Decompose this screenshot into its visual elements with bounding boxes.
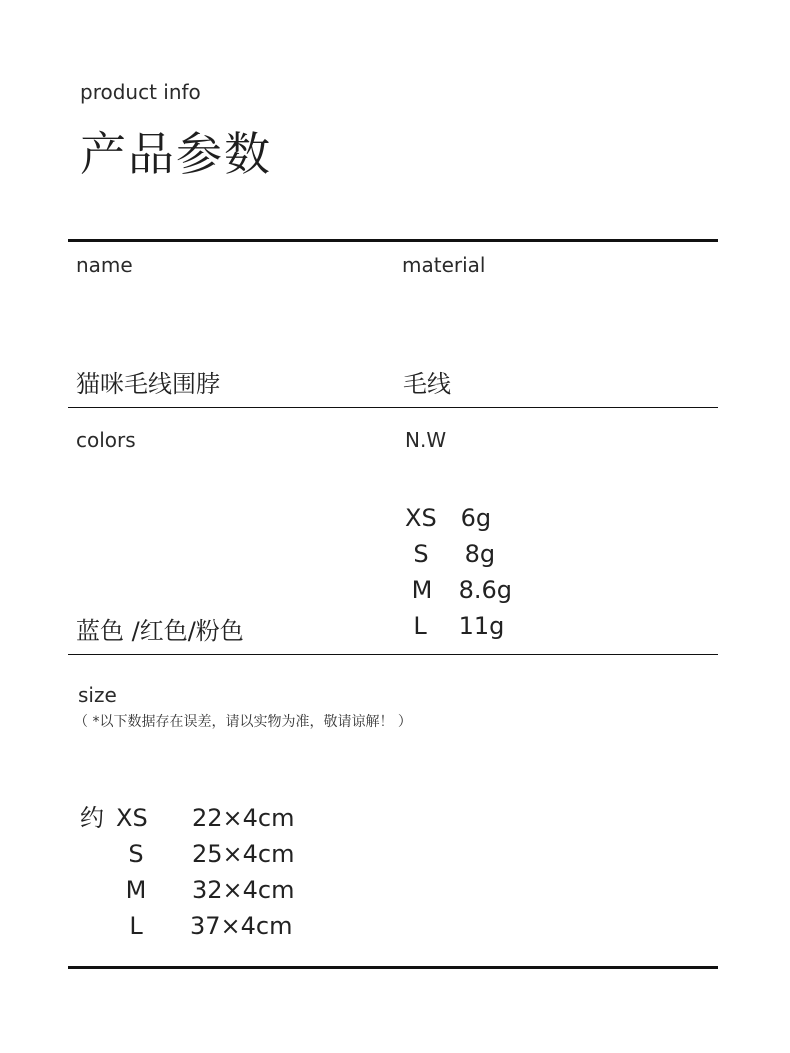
nw-label: N.W xyxy=(405,428,447,452)
size-dims: 32×4cm xyxy=(192,876,295,904)
material-value: 毛线 xyxy=(403,370,451,398)
size-dims: 22×4cm xyxy=(192,804,295,832)
approx-prefix: 约 xyxy=(80,804,104,832)
colors-value: 蓝色 /红色/粉色 xyxy=(76,617,244,645)
weight-size: S xyxy=(413,540,429,568)
weight-row xyxy=(405,608,504,644)
weight-size: L xyxy=(413,612,427,640)
weight-row xyxy=(405,536,495,572)
size-label: size xyxy=(78,683,117,707)
name-label: name xyxy=(76,253,133,277)
size-row xyxy=(80,872,295,908)
material-label: material xyxy=(402,253,486,277)
size-dims: 37×4cm xyxy=(190,912,293,940)
size-row xyxy=(80,800,295,836)
row-divider-1 xyxy=(68,407,718,408)
colors-label: colors xyxy=(76,428,136,452)
size-dims: 25×4cm xyxy=(192,840,295,868)
row-divider-2 xyxy=(68,654,718,655)
weight-value: 11g xyxy=(458,612,505,640)
size-code: L xyxy=(129,912,143,940)
name-value: 猫咪毛线围脖 xyxy=(76,370,220,398)
size-code: S xyxy=(128,840,144,868)
top-divider xyxy=(68,239,718,242)
weight-size: XS xyxy=(405,504,437,532)
weight-value: 6g xyxy=(460,504,492,532)
weight-size: M xyxy=(411,576,433,604)
weight-value: 8.6g xyxy=(458,576,513,604)
size-row xyxy=(80,908,293,944)
page-title: 产品参数 xyxy=(80,127,272,181)
weight-row xyxy=(405,500,491,536)
weight-row xyxy=(405,572,512,608)
size-note: （ *以下数据存在误差，请以实物为准，敬请谅解！ ） xyxy=(74,714,412,730)
weight-value: 8g xyxy=(464,540,496,568)
bottom-divider xyxy=(68,966,718,969)
size-code: M xyxy=(125,876,147,904)
size-row xyxy=(80,836,295,872)
subtitle: product info xyxy=(80,80,201,104)
size-code: XS xyxy=(116,804,148,832)
